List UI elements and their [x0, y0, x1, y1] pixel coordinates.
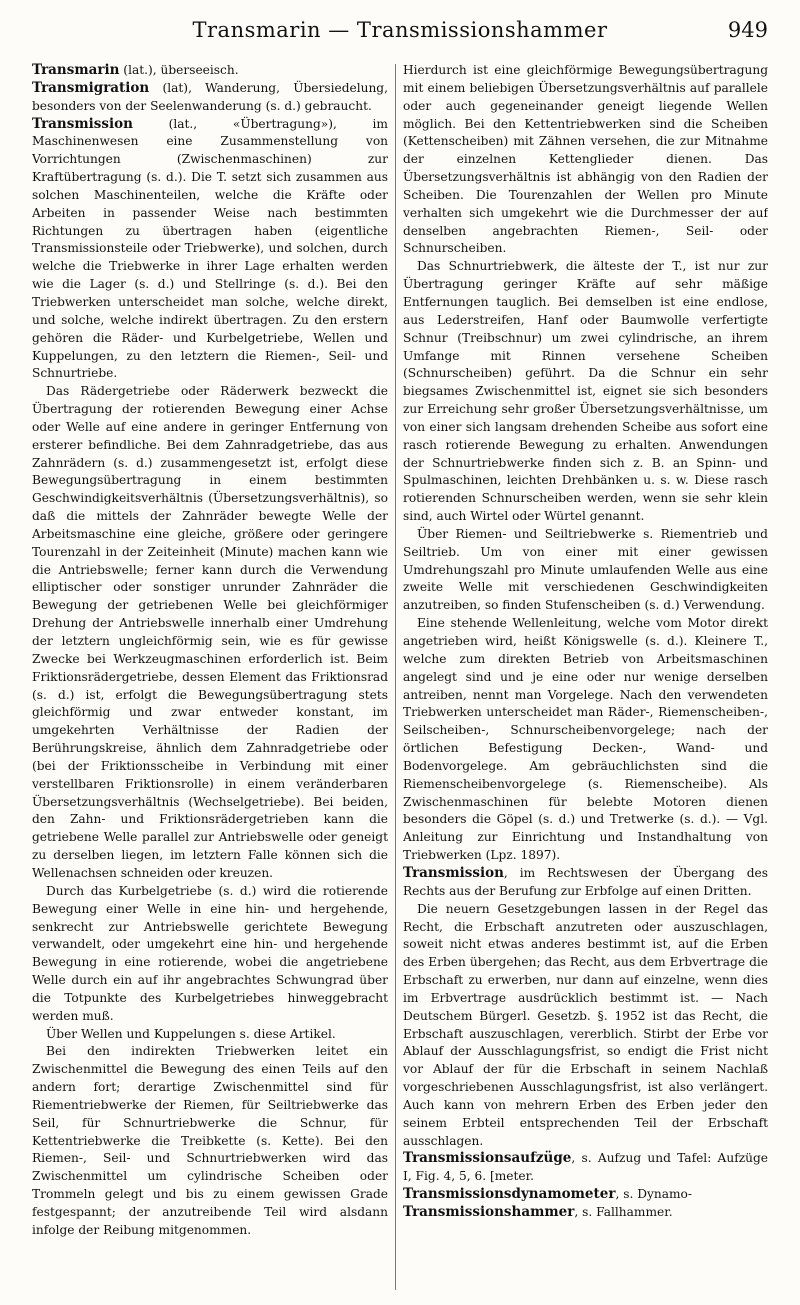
entry-transmissionshammer: [403, 1204, 768, 1222]
entry-transmission-law: [403, 865, 768, 901]
lemma: Transmission: [403, 864, 504, 881]
running-head: Transmarin — Transmissionshammer: [192, 18, 608, 42]
entry-transmission: [32, 116, 388, 384]
paragraph: Durch das Kurbelgetriebe (s. d.) wird die rotierende Bewegung einer Welle in eine hin- und hergehende, senkrecht zur Antriebswelle gerichtete Bewegung verwandelt, oder umgekehrt eine hin- und hergehende Bewegung in eine rotierende, wobei die angetriebene Welle durch ein auf ihr angebrachtes Schwungrad über die Totpunkte des Kurbelgetriebes hinweggebracht werden muß.: [32, 883, 388, 1023]
paragraph: Über Riemen- und Seiltriebwerke s. Riementrieb und Seiltrieb. Um von einer mit einer gewissen Umdrehungszahl pro Minute umlaufenden Welle aus eine zweite Welle mit verschiedenen Geschwindigkeiten anzutreiben, so finden Stufenscheiben (s. d.) Verwendung.: [403, 526, 768, 613]
right-column: [403, 62, 768, 1297]
paragraph: Über Wellen und Kuppelungen s. diese Artikel.: [46, 1026, 336, 1041]
lemma: Transmarin: [32, 62, 120, 78]
paragraph: Hierdurch ist eine gleichförmige Bewegungsübertragung mit einem beliebigen Übersetzungsverhältnis auf parallele oder auch gegeneinander geneigt liegende Wellen möglich. Bei den Kettentriebwerken sind die Scheiben (Kettenscheiben) mit Zähnen versehen, die zur Mitnahme der einzelnen Kettenglieder dienen. Das Übersetzungsverhältnis ist abhängig von den Radien der Scheiben. Die Tourenzahlen der Wellen pro Minute verhalten sich umgekehrt wie die Durchmesser der auf denselben angebrachten Riemen-, Seil- oder Schnurscheiben.: [403, 63, 768, 256]
paragraph: Das Schnurtriebwerk, die älteste der T., ist nur zur Übertragung geringer Kräfte auf sehr mäßige Entfernungen tauglich. Bei demselben ist eine endlose, aus Lederstreifen, Hanf oder Baumwolle verfertigte Schnur (Treibschnur) um zwei cylindrische, an ihrem Umfange mit Rinnen versehene Scheiben (Schnurscheiben) geführt. Da die Schnur ein sehr biegsames Zwischenmittel ist, eignet sie sich besonders zur Erreichung sehr großer Übersetzungsverhältnisse, um von einer sich langsam drehenden Scheibe aus sofort eine rasch rotierende Bewegung zu erhalten. Anwendungen der Schnurtriebwerke finden sich z. B. an Spinn- und Spulmaschinen, leichten Drehbänken u. s. w. Diese rasch rotierenden Schnurscheiben werden, wenn sie sehr klein sind, auch Wirtel oder Würtel genannt.: [403, 259, 768, 524]
lemma: Transmissionsdynamometer: [403, 1186, 616, 1203]
page-header: [0, 18, 800, 48]
entry-transmarin: [32, 62, 388, 80]
entry-text: (lat), Wanderung, Übersiedelung, besonders von der Seelenwanderung (s. d.) gebraucht.: [32, 80, 388, 113]
entry-text: , im Rechtswesen der Übergang des Rechts aus der Berufung zur Erbfolge auf einen Dritten.: [403, 865, 768, 898]
entry-text: , s. Aufzug und Tafel: Aufzüge I, Fig. 4, 5, 6. [meter.: [403, 1151, 768, 1184]
lemma: Transmigration: [32, 79, 150, 96]
paragraph: Die neuern Gesetzgebungen lassen in der Regel das Recht, die Erbschaft anzutreten oder auszuschlagen, soweit nicht etwas anderes bestimmt ist, auf die Erben des Erben übergehen; das Recht, aus dem Erbvertrage die Erbschaft zu erwerben, nur dann auf einzelne, wenn dies im Erbvertrage ausdrücklich bestimmt ist. — Nach Deutschem Bürgerl. Gesetzb. §. 1952 ist das Recht, die Erbschaft auszuschlagen, vererblich. Stirbt der Erbe vor Ablauf der Ausschlagungsfrist, so endigt die Frist nicht vor Ablauf der für die Erbschaft in seinem Nachlaß vorgeschriebenen Ausschlagungsfrist, ist also verlängert. Auch kann von mehrern Erben des Erben jeder den seinem Erbteil entsprechenden Teil der Erbschaft ausschlagen.: [403, 901, 768, 1148]
entry-text: (lat., «Übertragung»), im Maschinenwesen eine Zusammenstellung von Vorrichtungen (Zwischenmaschinen) zur Kraftübertragung (s. d.). Die T. setzt sich zusammen aus solchen Maschinenteilen, welche die Kräfte oder Arbeiten in passender Weise nach bestimmten Richtungen zu übertragen haben (eigentliche Transmissionsteile oder Triebwerke), und solchen, durch welche die Triebwerke in ihrer Lage erhalten werden wie die Lager (s. d.) und Stellringe (s. d.). Bei den Triebwerken unterscheidet man solche, welche direkt, und solche, welche indirekt übertragen. Zu den erstern gehören die Räder- und Kurbelgetriebe, Wellen und Kuppelungen, zu den letztern die Riemen-, Seil- und Schnurtriebe.: [32, 116, 388, 381]
lemma: Transmissionsaufzüge: [403, 1150, 572, 1167]
paragraph: Bei den indirekten Triebwerken leitet ein Zwischenmittel die Bewegung des einen Teils auf den andern fort; derartige Zwischenmittel sind für Riementriebwerke der Riemen, für Seiltriebwerke das Seil, für Schnurtriebwerke die Schnur, für Kettentriebwerke die Treibkette (s. Kette). Bei den Riemen-, Seil- und Schnurtriebwerken wird das Zwischenmittel um cylindrische Scheiben oder Trommeln gelegt und bis zu einem gewissen Grade festgespannt; der anzutreibende Teil wird alsdann infolge der Reibung mitgenommen.: [32, 1044, 388, 1237]
entry-transmissionsdynamometer: [403, 1186, 768, 1204]
paragraph: Das Rädergetriebe oder Räderwerk bezweckt die Übertragung der rotierenden Bewegung einer Achse oder Welle auf eine andere in geringer Entfernung von ersterer befindliche. Bei dem Zahnradgetriebe, das aus Zahnrädern (s. d.) zusammengesetzt ist, erfolgt diese Bewegungsübertragung in einem bestimmten Geschwindigkeitsverhältnis (Übersetzungsverhältnis), so daß die mittels der Zahnräder bewegte Welle der Arbeitsmaschine eine gleiche, größere oder geringere Tourenzahl in der Zeiteinheit (Minute) machen kann wie die Antriebswelle; ferner kann durch die Verwendung elliptischer oder sonstiger unrunder Zahnräder die Bewegung der getriebenen Welle bei gleichförmiger Drehung der Antriebswelle innerhalb einer Umdrehung der letztern ungleichförmig sein, wie es für gewisse Zwecke bei Werkzeugmaschinen erforderlich ist. Beim Friktionsrädergetriebe, dessen Element das Friktionsrad (s. d.) ist, erfolgt die Bewegungsübertragung stets gleichförmig und zwar entweder konstant, im umgekehrten Verhältnisse der Radien der Berührungskreise, ähnlich dem Zahnradgetriebe oder (bei der Friktionsscheibe in Verbindung mit einer verstellbaren Friktionsrolle) in einem veränderbaren Übersetzungsverhältnis (Wechselgetriebe). Bei beiden, den Zahn- und Friktionsrädergetrieben kann die getriebene Welle parallel zur Antriebswelle oder geneigt zu derselben liegen, im letztern Falle können sich die Wellenachsen schneiden oder kreuzen.: [32, 384, 388, 880]
page-number: 949: [727, 18, 768, 42]
lemma: Transmission: [32, 115, 133, 132]
entry-transmissionsaufzuege: [403, 1150, 768, 1186]
paragraph: Eine stehende Wellenleitung, welche vom Motor direkt angetrieben wird, heißt Königswelle (s. d.). Kleinere T., welche zum direkten Betrieb von Arbeitsmaschinen angelegt sind und je eine oder nur wenige derselben antreiben, nennt man Vorgelege. Nach den verwendeten Triebwerken unterscheidet man Räder-, Riemenscheiben-, Seilscheiben-, Schnurscheibenvorgelege; nach der örtlichen Befestigung Decken-, Wand- und Bodenvorgelege. Am gebräuchlichsten sind die Riemenscheibenvorgelege (s. Riemenscheibe). Als Zwischenmaschinen für belebte Motoren dienen besonders die Göpel (s. d.) und Tretwerke (s. d.). — Vgl. Anleitung zur Einrichtung und Instandhaltung von Triebwerken (Lpz. 1897).: [403, 616, 768, 863]
column-divider: [395, 64, 396, 1290]
entry-text: (lat.), überseeisch.: [119, 63, 239, 77]
left-column: [32, 62, 388, 1297]
entry-transmigration: [32, 80, 388, 116]
entry-text: , s. Fallhammer.: [574, 1205, 673, 1219]
lemma: Transmissionshammer: [403, 1204, 575, 1220]
entry-text: , s. Dynamo-: [615, 1187, 692, 1202]
